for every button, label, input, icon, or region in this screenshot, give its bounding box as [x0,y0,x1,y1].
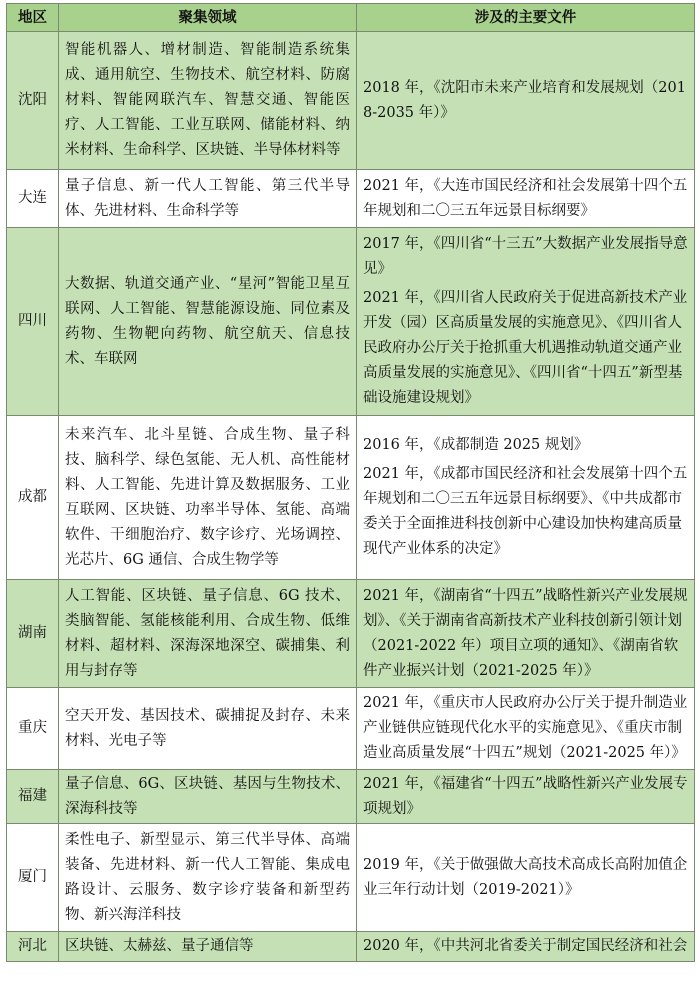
docs-cell [357,228,695,416]
header-region: 地区 [7,4,59,32]
doc-entry: 2021 年，《大连市国民经济和社会发展第十四个五年规划和二〇三五年远景目标纲要》 [363,177,688,219]
doc-entry: 2018 年，《沈阳市未来产业培育和发展规划（2018-2035 年）》 [363,79,686,121]
doc-entry: 2021 年，《重庆市人民政府办公厅关于提升制造业产业链供应链现代化水平的实施意见》、《重庆市制造业高质量发展“十四五”规划（2021-2025 年）》 [363,695,688,761]
region-cell: 沈阳 [7,32,59,170]
row-dalian [7,170,695,228]
region-cell: 成都 [7,416,59,580]
docs-cell [357,932,695,962]
region-cell: 湖南 [7,580,59,688]
row-shenyang [7,32,695,170]
doc-entry: 2020 年，《中共河北省委关于制定国民经济和社会 [363,938,688,954]
header-areas: 聚集领域 [59,4,357,32]
region-cell: 厦门 [7,824,59,932]
doc-entry: 2021 年，《四川省人民政府关于促进高新技术产业开发（园）区高质量发展的实施意见》、《四川省人民政府办公厅关于抢抓重大机遇推动轨道交通产业高质量发展的实施意见》、《四川省“十四五”新型基础设施建设规划》 [363,290,688,406]
row-fujian [7,770,695,824]
docs-cell [357,416,695,580]
areas-cell: 区块链、太赫兹、量子通信等 [59,932,357,962]
row-xiamen [7,824,695,932]
docs-cell [357,688,695,770]
doc-entry: 2021 年，《福建省“十四五”战略性新兴产业发展专项规划》 [363,775,688,817]
areas-cell: 量子信息、6G、区块链、基因与生物技术、深海科技等 [59,770,357,824]
region-cell: 河北 [7,932,59,962]
row-hunan [7,580,695,688]
row-hebei [7,932,695,962]
doc-entry: 2016 年，《成都制造 2025 规划》 [363,437,589,453]
region-cell: 福建 [7,770,59,824]
doc-entry: 2021 年，《成都市国民经济和社会发展第十四个五年规划和二〇三五年远景目标纲要》、《中共成都市委关于全面推进科技创新中心建设加快构建高质量现代产业体系的决定》 [363,466,688,557]
docs-cell [357,32,695,170]
areas-cell: 量子信息、新一代人工智能、第三代半导体、先进材料、生命科学等 [59,170,357,228]
areas-cell: 大数据、轨道交通产业、“星河”智能卫星互联网、人工智能、智慧能源设施、同位素及药物、生物靶向药物、航空航天、信息技术、车联网 [59,228,357,416]
doc-entry: 2017 年，《四川省“十三五”大数据产业发展指导意见》 [363,236,688,277]
row-chongqing [7,688,695,770]
areas-cell: 未来汽车、北斗星链、合成生物、量子科技、脑科学、绿色氢能、无人机、高性能材料、人工智能、先进计算及数据服务、工业互联网、区块链、功率半导体、氢能、高端软件、干细胞治疗、数字诊疗、光场调控、光芯片、6G 通信、合成生物学等 [59,416,357,580]
row-chengdu [7,416,695,580]
region-cell: 大连 [7,170,59,228]
doc-entry: 2019 年，《关于做强做大高技术高成长高附加值企业三年行动计划（2019-2021）》 [363,856,688,898]
doc-entry: 2021 年，《湖南省“十四五”战略性新兴产业发展规划》、《关于湖南省高新技术产业科技创新引领计划（2021-2022 年）项目立项的通知》、《湖南省软件产业振兴计划（2021-2025 年）》 [363,587,688,679]
policy-table [6,3,695,962]
header-row [7,4,695,32]
areas-cell: 人工智能、区块链、量子信息、6G 技术、类脑智能、氢能核能利用、合成生物、低维材料、超材料、深海深地深空、碳捕集、利用与封存等 [59,580,357,688]
row-sichuan [7,228,695,416]
areas-cell: 智能机器人、增材制造、智能制造系统集成、通用航空、生物技术、航空材料、防腐材料、智能网联汽车、智慧交通、智能医疗、人工智能、工业互联网、储能材料、纳米材料、生命科学、区块链、半导体材料等 [59,32,357,170]
docs-cell [357,170,695,228]
region-cell: 四川 [7,228,59,416]
areas-cell: 空天开发、基因技术、碳捕捉及封存、未来材料、光电子等 [59,688,357,770]
header-docs: 涉及的主要文件 [357,4,695,32]
docs-cell [357,824,695,932]
docs-cell [357,580,695,688]
areas-cell: 柔性电子、新型显示、第三代半导体、高端装备、先进材料、新一代人工智能、集成电路设计、云服务、数字诊疗装备和新型药物、新兴海洋科技 [59,824,357,932]
region-cell: 重庆 [7,688,59,770]
docs-cell [357,770,695,824]
